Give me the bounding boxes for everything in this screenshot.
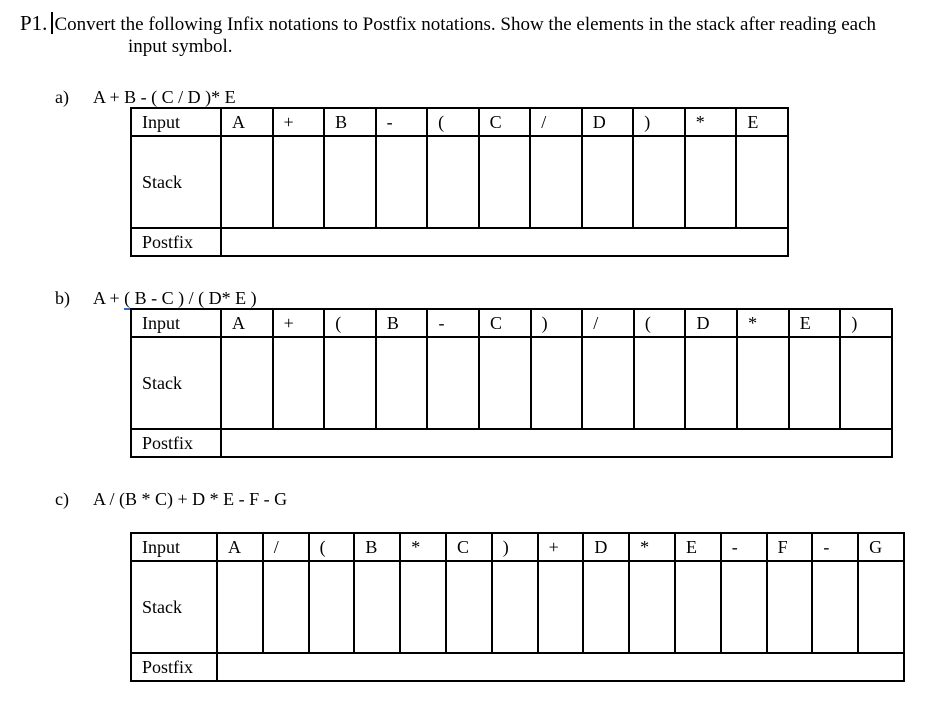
input-symbol-cell: E [736,108,788,136]
expression: A + [93,288,125,308]
question-b [55,288,257,308]
input-symbol-cell: * [737,309,789,337]
postfix-row [131,653,904,681]
input-symbol-cell: ( [427,108,479,136]
stack-table-b [130,308,893,458]
input-symbol-cell: ( [634,309,686,337]
input-symbol-cell: D [583,533,629,561]
input-symbol-cell: - [376,108,428,136]
stack-cell[interactable] [685,337,737,429]
problem-number: P1. [20,11,48,35]
input-symbol-cell: B [354,533,400,561]
input-label: Input [131,533,217,561]
stack-cell[interactable] [221,136,273,228]
stack-cell[interactable] [376,136,428,228]
postfix-label: Postfix [131,228,221,256]
stack-cell[interactable] [479,337,531,429]
stack-cell[interactable] [736,136,788,228]
expression: A / (B * C) + D * E - F - G [93,489,288,509]
stack-label: Stack [131,136,221,228]
input-symbol-cell: E [675,533,721,561]
postfix-label: Postfix [131,429,221,457]
stack-cell[interactable] [446,561,492,653]
input-label: Input [131,309,221,337]
stack-cell[interactable] [324,337,376,429]
stack-cell[interactable] [263,561,309,653]
stack-cell[interactable] [582,337,634,429]
stack-cell[interactable] [582,136,634,228]
expression: - C ) / ( D* E ) [146,288,257,308]
stack-cell[interactable] [479,136,531,228]
stack-row [131,561,904,653]
stack-cell[interactable] [492,561,538,653]
stack-cell[interactable] [858,561,904,653]
postfix-answer-cell[interactable] [221,429,892,457]
input-symbol-cell: D [685,309,737,337]
input-symbol-cell: ) [840,309,892,337]
stack-cell[interactable] [789,337,841,429]
input-label: Input [131,108,221,136]
stack-cell[interactable] [629,561,675,653]
question-a [55,87,236,107]
input-row [131,533,904,561]
stack-cell[interactable] [354,561,400,653]
stack-cell[interactable] [217,561,263,653]
stack-cell[interactable] [633,136,685,228]
input-symbol-cell: C [446,533,492,561]
stack-cell[interactable] [767,561,813,653]
input-symbol-cell: ) [633,108,685,136]
input-symbol-cell: A [217,533,263,561]
input-symbol-cell: B [324,108,376,136]
expression-underlined: ( B [124,288,147,308]
input-symbol-cell: G [858,533,904,561]
stack-cell[interactable] [400,561,446,653]
expression: A + B - [93,87,152,107]
input-symbol-cell: D [582,108,634,136]
stack-cell[interactable] [675,561,721,653]
stack-cell[interactable] [531,337,583,429]
stack-cell[interactable] [812,561,858,653]
stack-cell[interactable] [427,337,479,429]
stack-table-a [130,107,789,257]
stack-cell[interactable] [273,337,325,429]
stack-row [131,136,788,228]
input-symbol-cell: ( [309,533,355,561]
stack-cell[interactable] [221,337,273,429]
stack-cell[interactable] [685,136,737,228]
postfix-row [131,429,892,457]
stack-cell[interactable] [583,561,629,653]
question-tag: a) [55,87,69,107]
stack-row [131,337,892,429]
input-symbol-cell: B [376,309,428,337]
stack-cell[interactable] [309,561,355,653]
input-symbol-cell: * [685,108,737,136]
stack-cell[interactable] [530,136,582,228]
input-symbol-cell: + [273,309,325,337]
expression: / D )* E [173,87,236,107]
input-symbol-cell: ( [324,309,376,337]
input-row [131,108,788,136]
input-symbol-cell: E [789,309,841,337]
input-symbol-cell: - [427,309,479,337]
stack-cell[interactable] [376,337,428,429]
problem-title [20,12,876,36]
problem-text-line1: Convert the following Infix notations to Postfix notations. Show the elements in the stack after reading each [54,14,877,35]
stack-label: Stack [131,337,221,429]
input-symbol-cell: / [263,533,309,561]
input-symbol-cell: * [629,533,675,561]
input-symbol-cell: F [767,533,813,561]
input-symbol-cell: - [812,533,858,561]
input-symbol-cell: A [221,309,273,337]
input-symbol-cell: / [582,309,634,337]
expression-underlined: ( C [151,87,174,107]
input-symbol-cell: A [221,108,273,136]
stack-cell[interactable] [538,561,584,653]
input-symbol-cell: C [479,108,531,136]
postfix-label: Postfix [131,653,217,681]
question-tag: c) [55,489,69,509]
input-row [131,309,892,337]
stack-cell[interactable] [737,337,789,429]
input-symbol-cell: + [273,108,325,136]
postfix-row [131,228,788,256]
question-c [55,489,287,509]
input-symbol-cell: - [721,533,767,561]
postfix-answer-cell[interactable] [221,228,788,256]
input-symbol-cell: C [479,309,531,337]
stack-label: Stack [131,561,217,653]
input-symbol-cell: ) [531,309,583,337]
stack-cell[interactable] [324,136,376,228]
stack-cell[interactable] [634,337,686,429]
input-symbol-cell: + [538,533,584,561]
input-symbol-cell: ) [492,533,538,561]
input-symbol-cell: * [400,533,446,561]
question-tag: b) [55,288,70,308]
input-symbol-cell: / [530,108,582,136]
stack-cell[interactable] [273,136,325,228]
problem-text-line2: input symbol. [128,36,233,57]
postfix-answer-cell[interactable] [217,653,904,681]
stack-cell[interactable] [427,136,479,228]
stack-table-c [130,532,905,682]
stack-cell[interactable] [721,561,767,653]
stack-cell[interactable] [840,337,892,429]
